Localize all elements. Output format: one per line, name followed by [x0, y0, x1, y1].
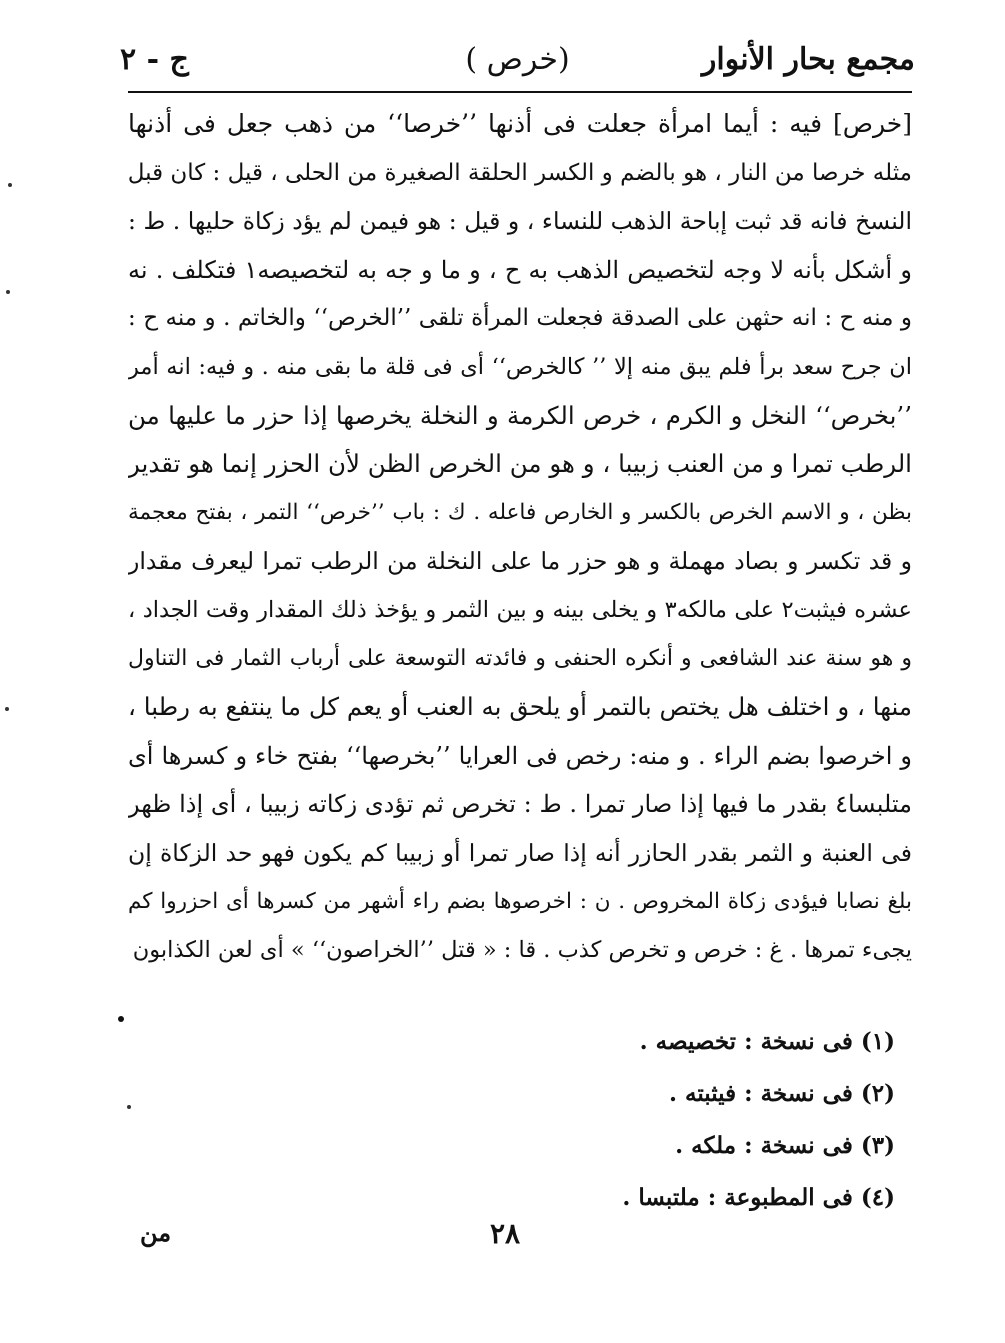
entry-heading: (خرص ): [465, 42, 570, 77]
margin-mark: [127, 1105, 131, 1109]
footnote: (١) فى نسخة : تخصيصه .: [639, 1028, 895, 1055]
text-line: [خرص] فيه : أيما امرأة جعلت فى أذنها ’’خرصا‘‘ من ذهب جعل فى أذنها: [128, 109, 912, 138]
text-line: بلغ نصابا فيؤدى زكاة المخروص . ن : اخرصوها بضم راء أشهر من كسرها أى احزروا كم: [128, 888, 912, 914]
volume-label: ج - ٢: [120, 42, 189, 77]
header-rule: [128, 91, 912, 93]
catchword: من: [140, 1218, 172, 1247]
text-line: و قد تكسر و بصاد مهملة و هو حزر ما على النخلة من الرطب تمرا ليعرف مقدار: [128, 547, 912, 576]
margin-mark: [5, 707, 9, 711]
text-line: ’’بخرص‘‘ النخل و الكرم ، خرص الكرمة و النخلة يخرصها إذا حزر ما عليها من: [128, 400, 912, 430]
text-line: و أشكل بأنه لا وجه لتخصيص الذهب به ح ، و ما و جه به لتخصيصه١ فتكلف . نه: [128, 255, 912, 284]
text-line: و منه ح : انه حثهن على الصدقة فجعلت المرأة تلقى ’’الخرص‘‘ والخاتم . و منه ح :: [128, 305, 912, 332]
footnote: (٢) فى نسخة : فيثبته .: [668, 1080, 895, 1107]
footnotes: [495, 1016, 895, 1224]
text-line: و هو سنة عند الشافعى و أنكره الحنفى و فائدته التوسعة على أرباب الثمار فى التناول: [128, 645, 912, 671]
book-title: مجمع بحار الأنوار: [701, 42, 915, 77]
text-line: ان جرح سعد برأ فلم يبق منه إلا ’’ كالخرص‘‘ أى فى قلة ما بقى منه . و فيه: انه أمر: [128, 353, 912, 380]
text-line: بظن ، و الاسم الخرص بالكسر و الخارص فاعله . ك : باب ’’خرص‘‘ التمر ، بفتح معجمة: [128, 499, 912, 525]
footnote: (٤) فى المطبوعة : ملتبسا .: [622, 1184, 895, 1211]
end-dot: [118, 1016, 124, 1022]
page-number: ٢٨: [490, 1217, 521, 1250]
text-line: مثله خرصا من النار ، هو بالضم و الكسر الحلقة الصغيرة من الحلى ، قيل : كان قبل: [128, 159, 912, 186]
footnote: (٣) فى نسخة : ملكه .: [675, 1132, 895, 1159]
text-line: فى العنبة و الثمر بقدر الحازر أنه إذا صار تمرا أو زبيبا كم يكون فهو حد الزكاة إن: [128, 838, 912, 867]
text-line: و اخرصوا بضم الراء . و منه: رخص فى العرايا ’’بخرصها‘‘ بفتح خاء و كسرها أى: [128, 741, 912, 770]
text-line: منها ، و اختلف هل يختص بالتمر أو يلحق به العنب أو يعم كل ما ينتفع به رطبا ،: [128, 692, 912, 722]
text-line: متلبسا٤ بقدر ما فيها إذا صار تمرا . ط : تخرص ثم تؤدى زكاته زبيبا ، أى إذا ظهر: [128, 790, 912, 819]
main-text: [128, 100, 912, 975]
margin-mark: [8, 183, 12, 187]
margin-mark: [6, 290, 10, 294]
text-line: يجىء تمرها . غ : خرص و تخرص كذب . قا : « قتل ’’الخراصون‘‘ » أى لعن الكذابون: [132, 937, 912, 964]
text-line: النسخ فانه قد ثبت إباحة الذهب للنساء ، و قيل : هو فيمن لم يؤد زكاة حليها . ط :: [128, 207, 912, 236]
text-line: عشره فيثبت٢ على مالكه٣ و يخلى بينه و بين الثمر و يؤخذ ذلك المقدار وقت الجداد ،: [128, 596, 912, 623]
text-line: الرطب تمرا و من العنب زبيبا ، و هو من الخرص الظن لأن الحزر إنما هو تقدير: [128, 449, 912, 479]
running-header: [120, 38, 915, 88]
